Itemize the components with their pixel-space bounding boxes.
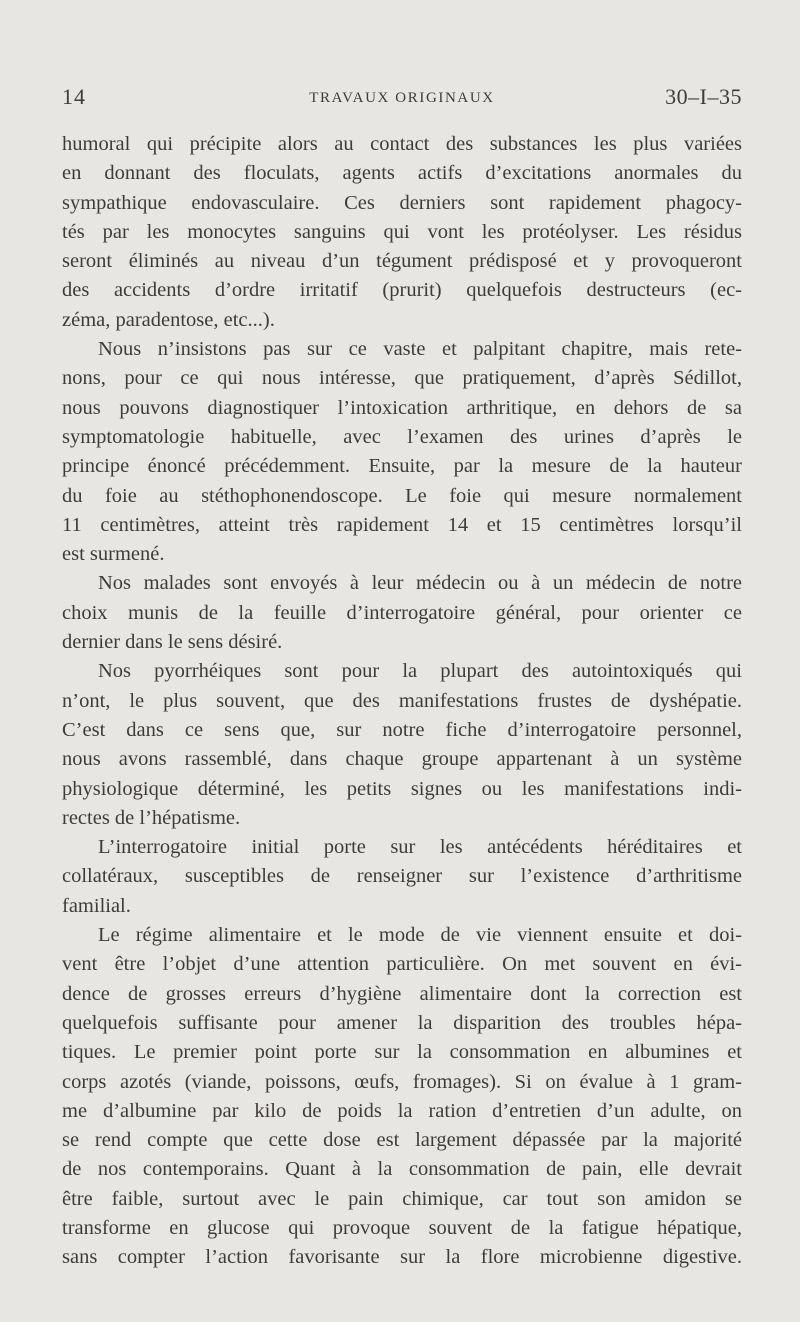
text-line: physiologique déterminé, les petits signes ou les manifestations indi-: [62, 777, 742, 800]
body-text: [62, 130, 742, 1273]
text-line: 11 centimètres, atteint très rapidement 14 et 15 centimètres lorsqu’il: [62, 513, 742, 536]
issue-date: 30–I–35: [665, 84, 742, 109]
text-line: de nos contemporains. Quant à la consommation de pain, elle devrait: [62, 1158, 742, 1181]
text-line: est surmené.: [62, 543, 165, 566]
running-header: [62, 84, 742, 114]
text-line: Nos pyorrhéiques sont pour la plupart des autointoxiqués qui: [98, 660, 742, 683]
text-line: zéma, paradentose, etc...).: [62, 308, 275, 331]
text-line: choix munis de la feuille d’interrogatoire général, pour orienter ce: [62, 601, 742, 624]
text-line: tés par les monocytes sanguins qui vont les protéolyser. Les résidus: [62, 220, 742, 243]
text-line: du foie au stéthophonendoscope. Le foie qui mesure normalement: [62, 484, 742, 507]
text-line: être faible, surtout avec le pain chimique, car tout son amidon se: [62, 1187, 742, 1210]
text-line: Nos malades sont envoyés à leur médecin ou à un médecin de notre: [98, 572, 742, 595]
text-line: sympathique endovasculaire. Ces derniers sont rapidement phagocy-: [62, 191, 742, 214]
text-line: seront éliminés au niveau d’un tégument prédisposé et y provoqueront: [62, 250, 742, 273]
text-line: nous avons rassemblé, dans chaque groupe appartenant à un système: [62, 748, 742, 771]
text-line: me d’albumine par kilo de poids la ration d’entretien d’un adulte, on: [62, 1099, 742, 1122]
text-line: sans compter l’action favorisante sur la flore microbienne digestive.: [62, 1246, 742, 1269]
text-line: C’est dans ce sens que, sur notre fiche d’interrogatoire personnel,: [62, 718, 742, 741]
text-line: rectes de l’hépatisme.: [62, 806, 241, 829]
text-line: nons, pour ce qui nous intéresse, que pratiquement, d’après Sédillot,: [62, 367, 742, 390]
running-title: TRAVAUX ORIGINAUX: [309, 90, 495, 106]
text-line: dence de grosses erreurs d’hygiène alimentaire dont la correction est: [62, 982, 742, 1005]
text-line: Le régime alimentaire et le mode de vie viennent ensuite et doi-: [98, 924, 742, 947]
text-line: principe énoncé précédemment. Ensuite, par la mesure de la hauteur: [62, 455, 742, 478]
text-line: dernier dans le sens désiré.: [62, 631, 283, 654]
text-line: vent être l’objet d’une attention particulière. On met souvent en évi-: [62, 953, 742, 976]
text-line: en donnant des floculats, agents actifs d’excitations anormales du: [62, 162, 742, 185]
text-line: se rend compte que cette dose est largement dépassée par la majorité: [62, 1129, 742, 1152]
text-line: tiques. Le premier point porte sur la consommation en albumines et: [62, 1041, 742, 1064]
text-line: symptomatologie habituelle, avec l’examen des urines d’après le: [62, 425, 742, 448]
text-line: des accidents d’ordre irritatif (prurit) quelquefois destructeurs (ec-: [62, 279, 742, 302]
text-line: collatéraux, susceptibles de renseigner sur l’existence d’arthritisme: [62, 865, 742, 888]
text-line: transforme en glucose qui provoque souvent de la fatigue hépatique,: [62, 1216, 742, 1239]
text-line: nous pouvons diagnostiquer l’intoxication arthritique, en dehors de sa: [62, 396, 742, 419]
text-line: corps azotés (viande, poissons, œufs, fromages). Si on évalue à 1 gram-: [62, 1070, 742, 1093]
text-line: quelquefois suffisante pour amener la disparition des troubles hépa-: [62, 1011, 742, 1034]
page-number: 14: [62, 84, 86, 109]
text-line: n’ont, le plus souvent, que des manifestations frustes de dyshépatie.: [62, 689, 742, 712]
text-line: familial.: [62, 894, 131, 917]
text-line: humoral qui précipite alors au contact des substances les plus variées: [62, 133, 742, 155]
text-line: L’interrogatoire initial porte sur les antécédents héréditaires et: [98, 836, 742, 859]
text-line: Nous n’insistons pas sur ce vaste et palpitant chapitre, mais rete-: [98, 338, 742, 361]
